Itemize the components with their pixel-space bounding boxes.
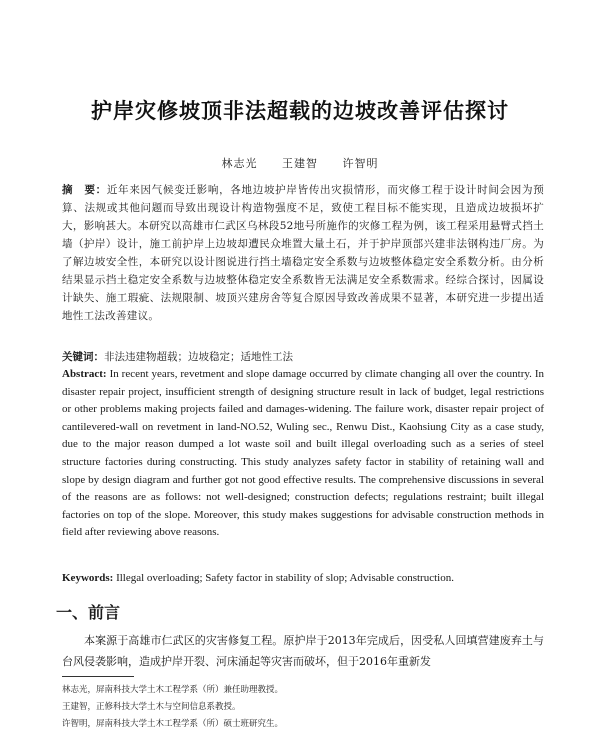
footnote: 王建智，正修科技大学土木与空间信息系教授。: [62, 702, 241, 712]
abstract-en-text: In recent years, revetment and slope damage occurred by climate changing all over the country. In disaster repair project, insufficient strength of designing structure result in lack of budget, legal restrictions or other problems making projects failed and damages-widening. The failure work, disaster repair project of cantilevered-wall on revetment in land-NO.52, Wuling sec., Renwu Dist., Kaohsiung City as a case study, due to the major reason dumped a lot waste soil and built illegal overloading such as a series of steel structure factories during constructing. This study analyzes safety factor in stability of retaining wall and slope by design diagram and further got not good effective results. The comprehensive discussions in several of the reasons are as follows: not well-designed; construction defects; regulations restraint; built illegal factories on top of the slope. Moreover, this study makes suggestions for advisable construction methods in field after reviewing above reasons.: [62, 368, 545, 539]
abstract-cn-text: 近年来因气候变迁影响，各地边坡护岸皆传出灾损情形，而灾修工程于设计时间会因为预算、法规或其他问题而导致出现设计构造物强度不足，致使工程目标不能实现，且造成边坡损坏扩大，影响甚大。本研究以高雄市仁武区乌林段52地号所施作的灾修工程为例，该工程采用悬臂式挡土墙（护岸）设计，施工前护岸上边坡却遭民众堆置大量土石，并于护岸顶部兴建非法钢构违厂房。为了解边坡安全性，本研究以设计图说进行挡土墙稳定安全系数与边坡整体稳定安全系数分析。由分析结果显示挡土稳定安全系数与边坡整体稳定安全系数皆无法满足安全系数需求。经综合探讨，因属设计缺失、施工瑕疵、法规限制、坡顶兴建房舍等复合原因导致改善成果不显著，本研究进一步提出适地性工法改善建议。: [62, 184, 545, 322]
abstract-en-label: Abstract:: [62, 368, 107, 380]
author-list: [0, 155, 600, 171]
keywords-cn-text: 非法违建物超载；边坡稳定；适地性工法: [104, 351, 293, 363]
keywords-cn: [62, 348, 544, 366]
paper-title: 护岸灾修坡顶非法超载的边坡改善评估探讨: [91, 99, 509, 123]
abstract-cn-label: 摘 要：: [62, 184, 107, 196]
author-name: 林志光: [221, 157, 258, 170]
author-name: 许智明: [342, 157, 379, 170]
abstract-cn: [62, 181, 544, 325]
keywords-en-label: Keywords:: [62, 572, 114, 584]
footnotes: [62, 682, 544, 733]
footnote: 许智明，屏南科技大学土木工程学系（所）硕士班研究生。: [62, 719, 284, 729]
keywords-en-text: Illegal overloading; Safety factor in stability of slop; Advisable construction.: [116, 572, 454, 584]
footnote: 林志光，屏南科技大学土木工程学系（所）兼任助理教授。: [62, 685, 284, 695]
keywords-en: [62, 570, 544, 587]
abstract-en: [62, 366, 544, 542]
footnote-divider: [62, 676, 134, 677]
section-heading: 一、前言: [56, 603, 121, 622]
intro-paragraph: 本案源于高雄市仁武区的灾害修复工程。原护岸于2013年完成后，因受私人回填营建废弃土与台风侵袭影响，造成护岸开裂、河床涌起等灾害而破坏，但于2016年重新发: [62, 634, 544, 668]
author-name: 王建智: [282, 157, 318, 170]
keywords-cn-label: 关键词：: [62, 351, 104, 363]
